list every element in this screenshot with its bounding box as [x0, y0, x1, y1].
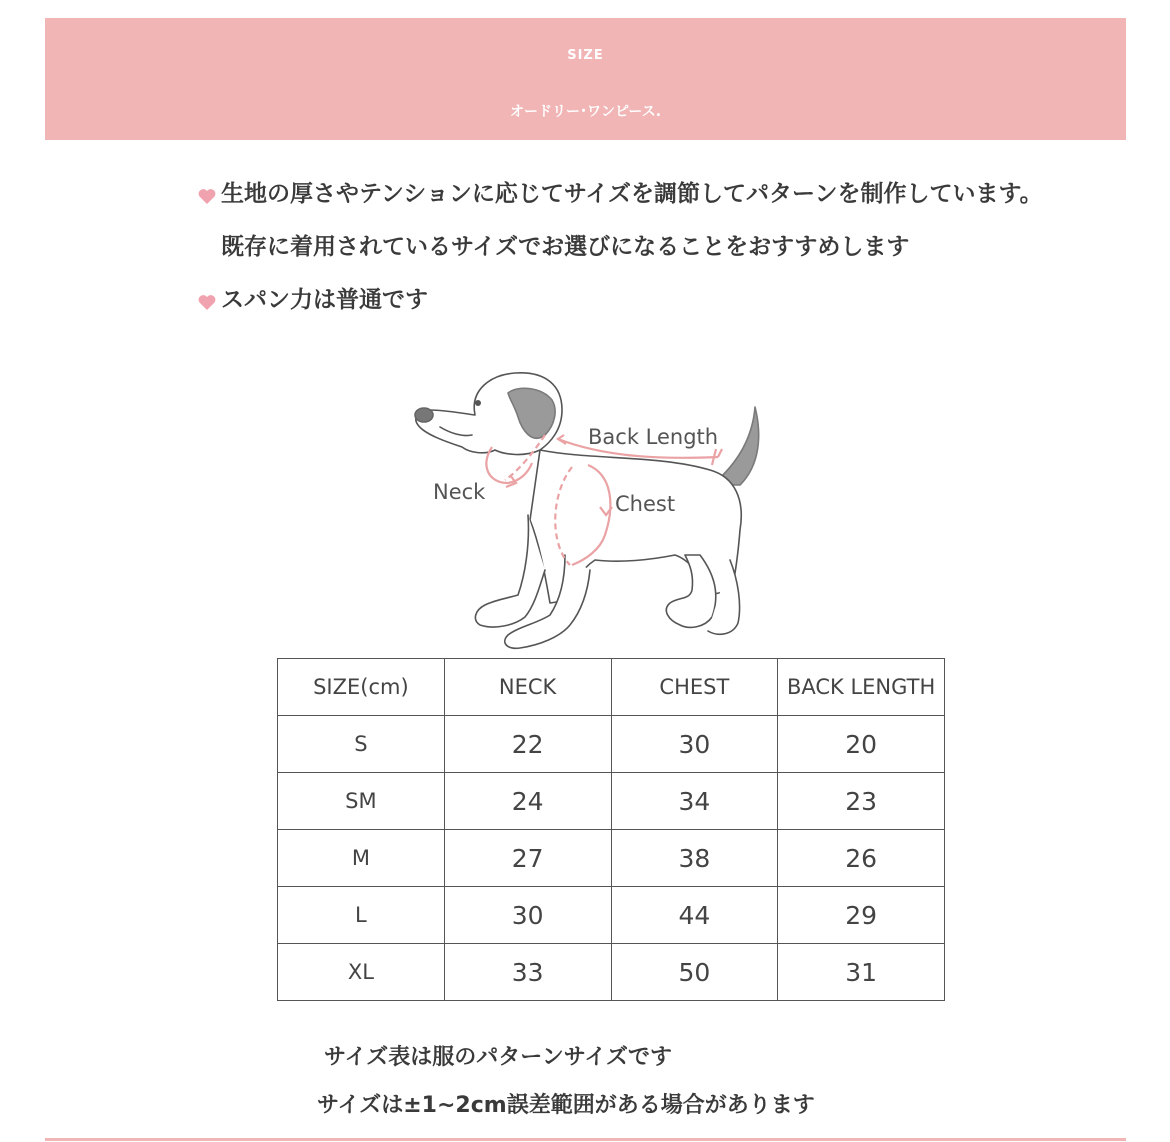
- header-chest: CHEST: [611, 659, 778, 716]
- cell-size: L: [278, 887, 445, 944]
- table-row: [278, 773, 945, 830]
- label-chest: Chest: [615, 492, 676, 516]
- heart-icon: [197, 292, 217, 312]
- table-row: [278, 830, 945, 887]
- bottom-divider: [45, 1138, 1126, 1141]
- note-fabric-pattern: 生地の厚さやテンションに応じてサイズを調節してパターンを制作しています。: [221, 181, 1043, 207]
- label-neck: Neck: [433, 480, 486, 504]
- footer-pattern-size-note: サイズ表は服のパターンサイズです: [324, 1045, 673, 1070]
- heart-icon: [197, 186, 217, 206]
- table-header-row: [278, 659, 945, 716]
- table-row: [278, 716, 945, 773]
- banner-size-label: SIZE: [567, 48, 604, 63]
- dog-measurement-diagram: [400, 355, 780, 655]
- cell-neck: 24: [444, 773, 611, 830]
- cell-size: XL: [278, 944, 445, 1001]
- size-table: [277, 658, 945, 1001]
- cell-chest: 38: [611, 830, 778, 887]
- note-size-recommend: 既存に着用されているサイズでお選びになることをおすすめします: [221, 234, 910, 260]
- cell-neck: 30: [444, 887, 611, 944]
- banner-product-name: オードリー･ワンピース.: [509, 104, 662, 120]
- note-stretch: スパン力は普通です: [221, 287, 428, 313]
- cell-size: S: [278, 716, 445, 773]
- cell-back-length: 29: [778, 887, 945, 944]
- table-row: [278, 887, 945, 944]
- cell-chest: 30: [611, 716, 778, 773]
- cell-chest: 34: [611, 773, 778, 830]
- cell-neck: 22: [444, 716, 611, 773]
- cell-back-length: 31: [778, 944, 945, 1001]
- header-neck: NECK: [444, 659, 611, 716]
- cell-chest: 44: [611, 887, 778, 944]
- cell-back-length: 23: [778, 773, 945, 830]
- dog-illustration: [400, 355, 780, 655]
- cell-size: SM: [278, 773, 445, 830]
- header-back-length: BACK LENGTH: [778, 659, 945, 716]
- cell-back-length: 20: [778, 716, 945, 773]
- label-back-length: Back Length: [588, 425, 719, 449]
- cell-neck: 33: [444, 944, 611, 1001]
- table-row: [278, 944, 945, 1001]
- cell-chest: 50: [611, 944, 778, 1001]
- cell-back-length: 26: [778, 830, 945, 887]
- header-size: SIZE(cm): [278, 659, 445, 716]
- footer-tolerance-note: サイズは±1~2cm誤差範囲がある場合があります: [317, 1093, 815, 1118]
- cell-neck: 27: [444, 830, 611, 887]
- cell-size: M: [278, 830, 445, 887]
- header-banner: [45, 18, 1126, 140]
